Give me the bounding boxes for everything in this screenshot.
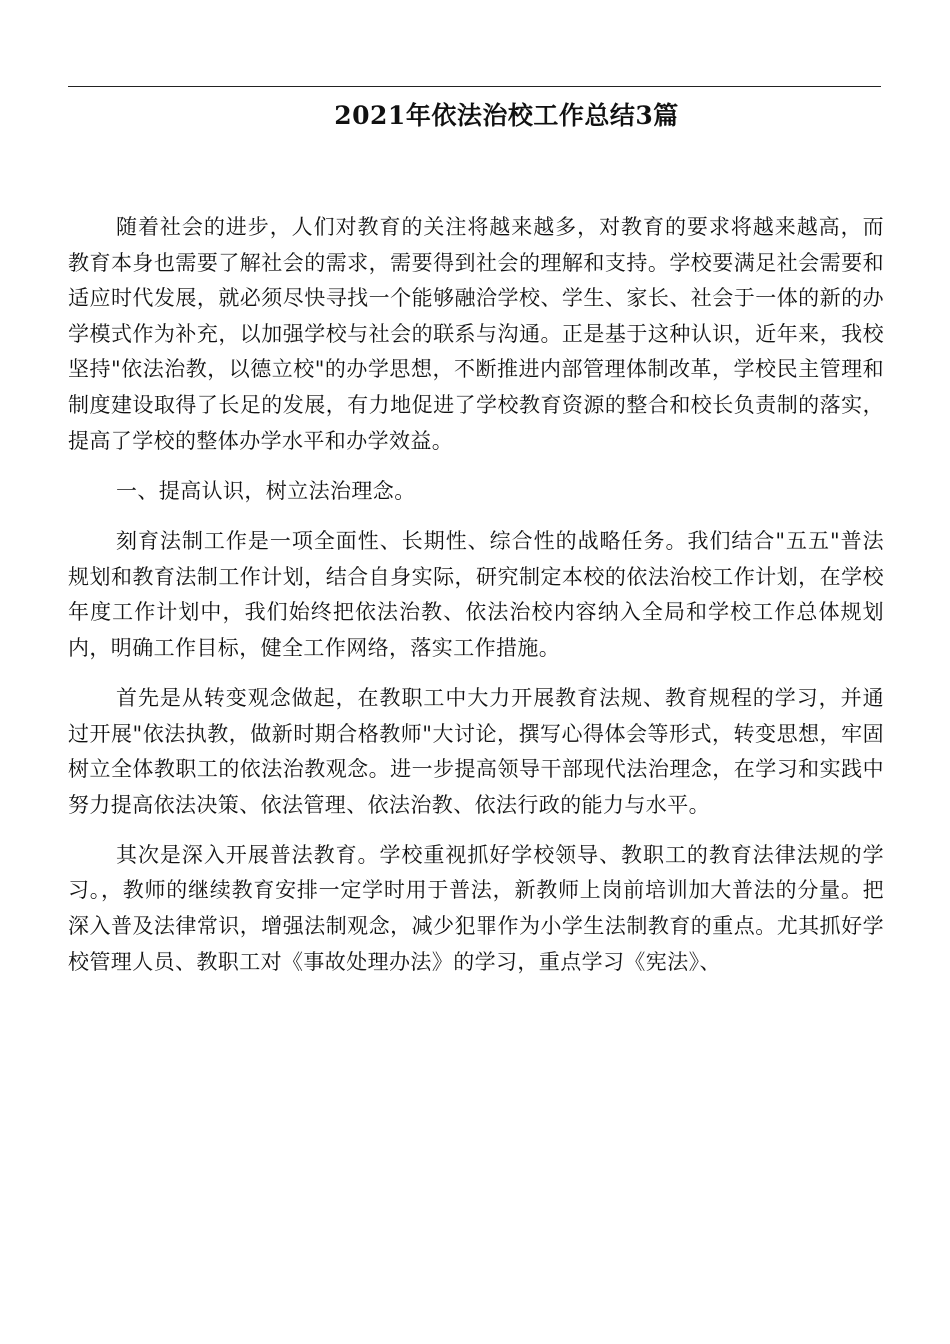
body-paragraph: 刻育法制工作是一项全面性、长期性、综合性的战略任务。我们结合"五五"普法规划和教育法制工作计划，结合自身实际，研究制定本校的依法治校工作计划，在学校年度工作计划中，我们始终把依法治教、依法治校内容纳入全局和学校工作总体规划内，明确工作目标，健全工作网络，落实工作措施。 — [68, 528, 884, 660]
header-rule — [68, 86, 881, 87]
section-heading: 一、提高认识，树立法治理念。 — [116, 478, 416, 503]
body-paragraph: 其次是深入开展普法教育。学校重视抓好学校领导、教职工的教育法律法规的学习。，教师的继续教育安排一定学时用于普法，新教师上岗前培训加大普法的分量。把深入普及法律常识，增强法制观念，减少犯罪作为小学生法制教育的重点。尤其抓好学校管理人员、教职工对《事故处理办法》的学习，重点学习《宪法》、 — [68, 842, 884, 974]
document-body — [68, 210, 884, 980]
intro-paragraph: 随着社会的进步，人们对教育的关注将越来越多，对教育的要求将越来越高，而教育本身也需要了解社会的需求，需要得到社会的理解和支持。学校要满足社会需要和适应时代发展，就必须尽快寻找一个能够融洽学校、学生、家长、社会于一体的新的办学模式作为补充，以加强学校与社会的联系与沟通。正是基于这种认识，近年来，我校坚持"依法治教，以德立校"的办学思想，不断推进内部管理体制改革，学校民主管理和制度建设取得了长足的发展，有力地促进了学校教育资源的整合和校长负责制的落实，提高了学校的整体办学水平和办学效益。 — [68, 215, 884, 453]
document-title: 2021年依法治校工作总结3篇 — [334, 101, 679, 130]
body-paragraph: 首先是从转变观念做起，在教职工中大力开展教育法规、教育规程的学习，并通过开展"依法执教，做新时期合格教师"大讨论，撰写心得体会等形式，转变思想，牢固树立全体教职工的依法治教观念。进一步提高领导干部现代法治理念，在学习和实践中努力提高依法决策、依法管理、依法治教、依法行政的能力与水平。 — [68, 685, 884, 817]
